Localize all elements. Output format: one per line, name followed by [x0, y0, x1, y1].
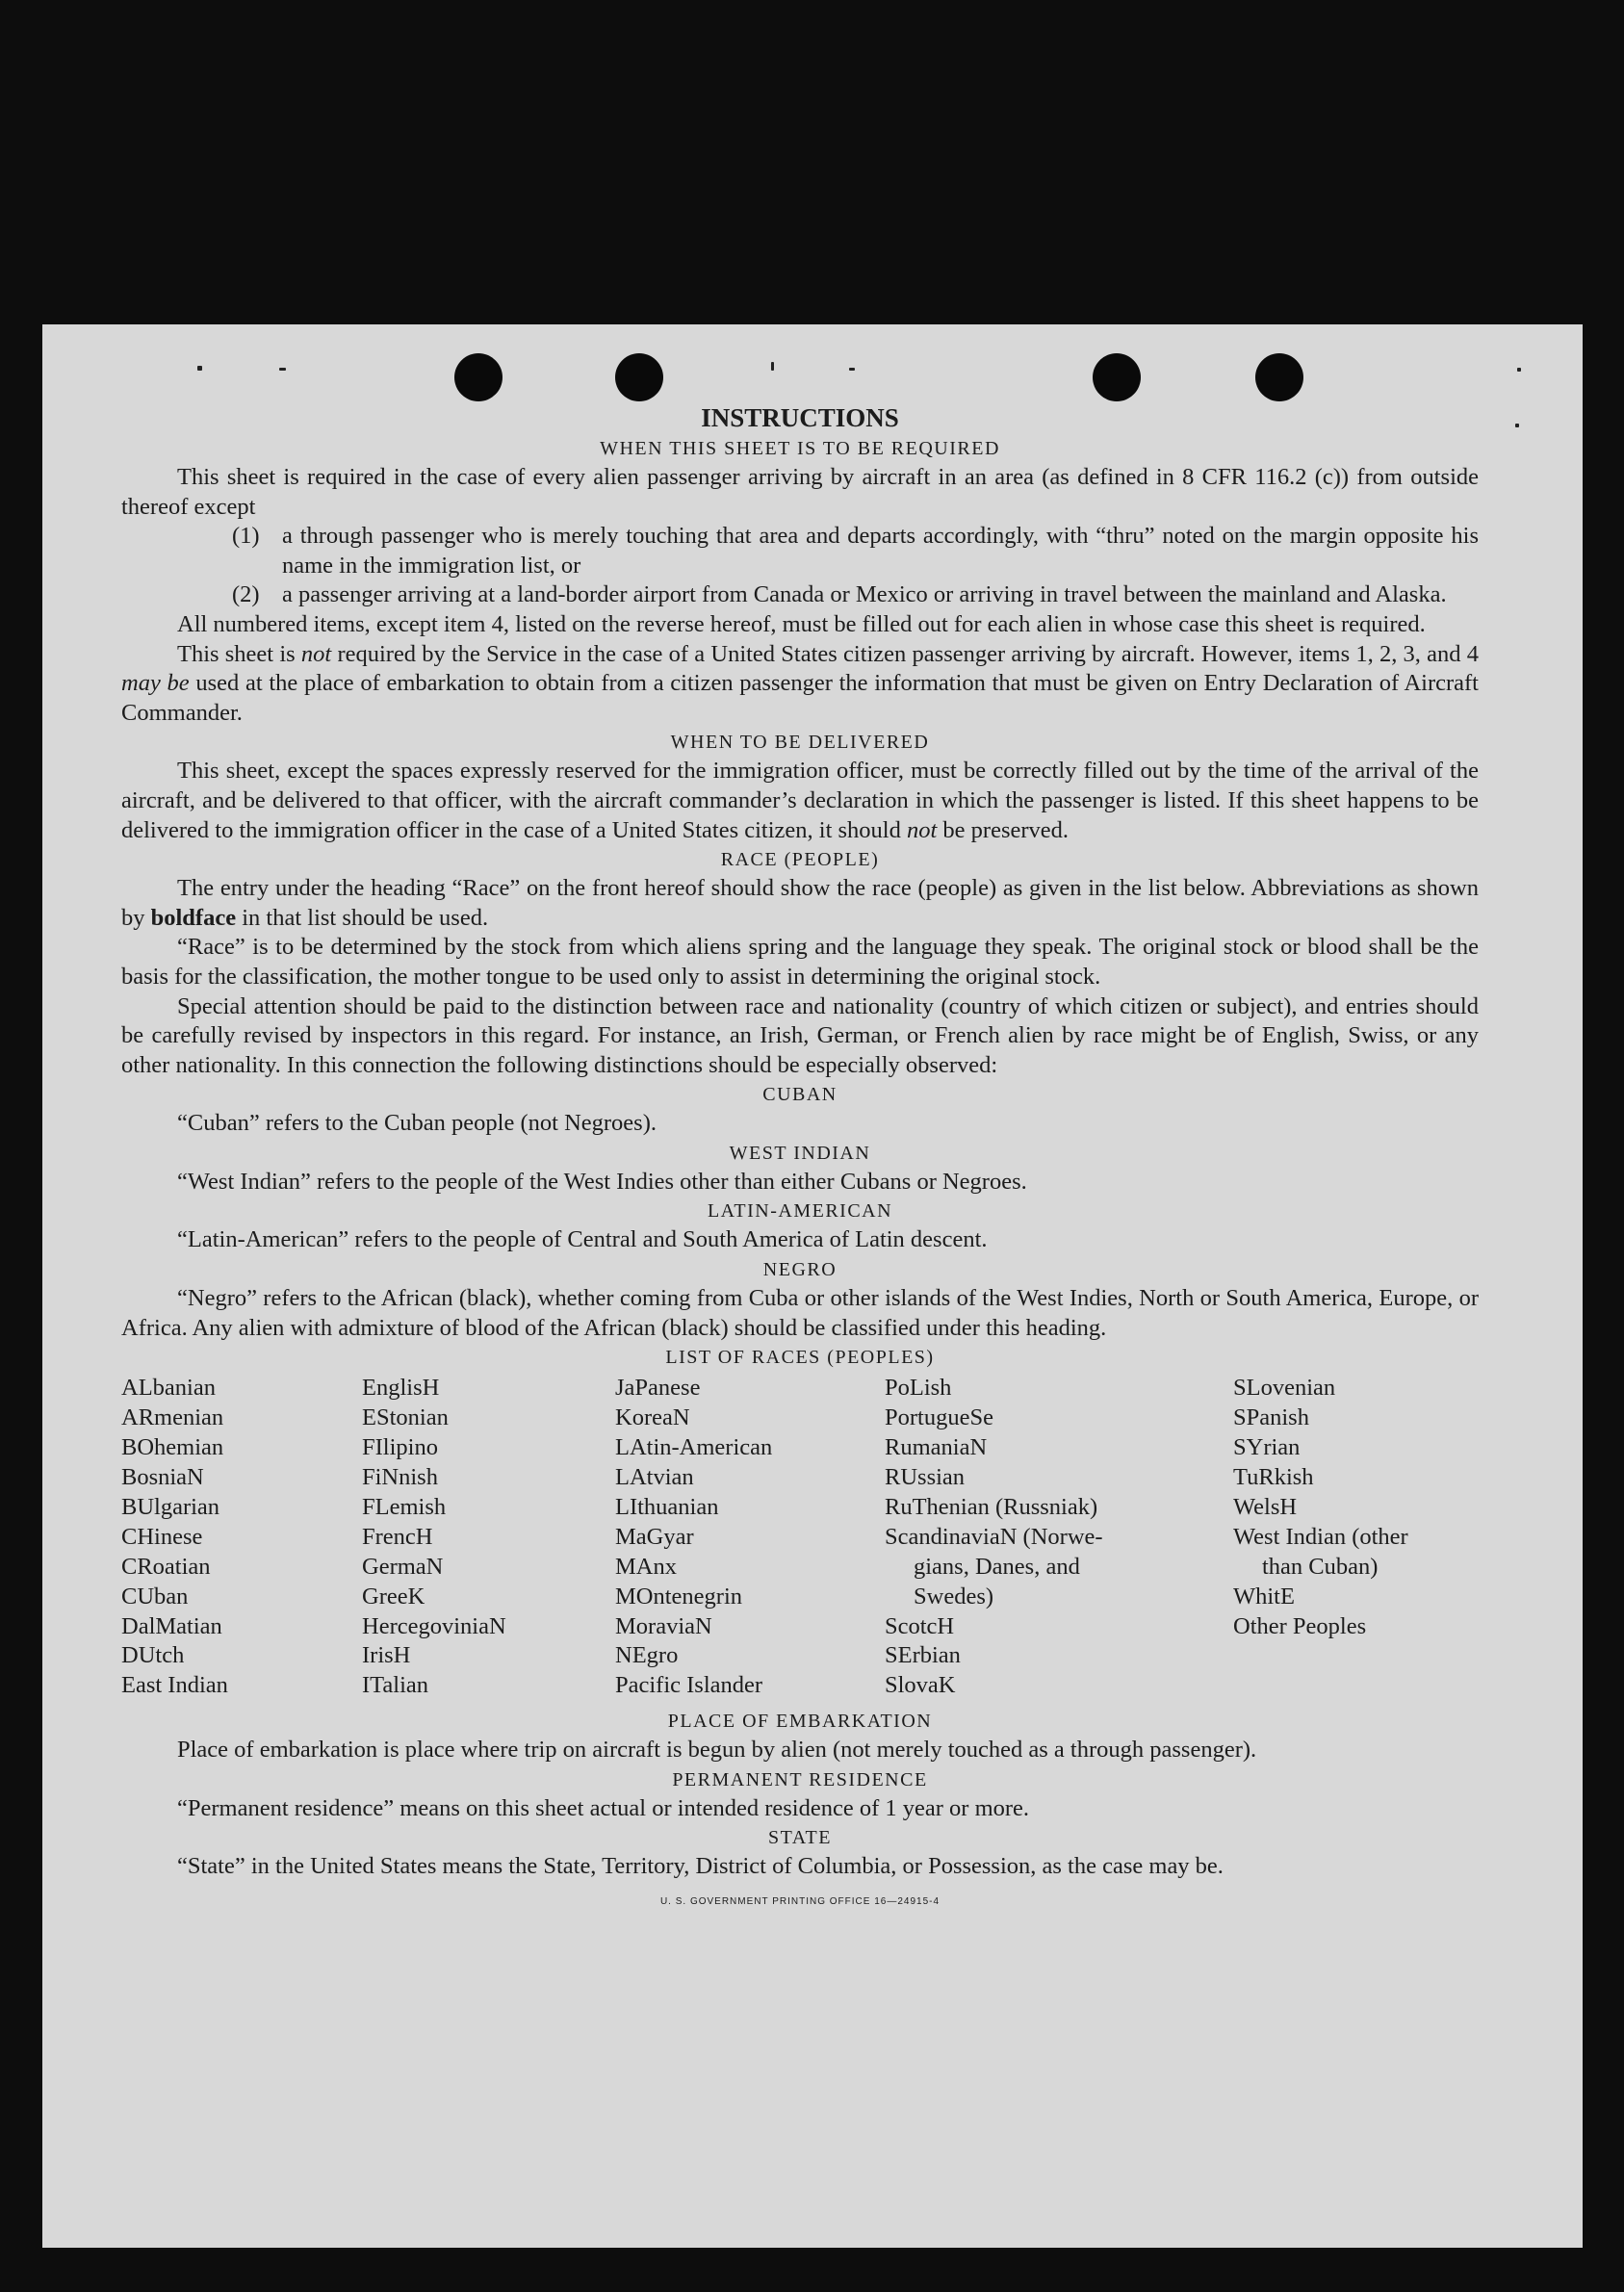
- races-column: [615, 1374, 885, 1701]
- heading-cuban: CUBAN: [762, 1084, 838, 1106]
- race-item: MAnx: [615, 1553, 677, 1580]
- race-item: FrencH: [362, 1523, 433, 1550]
- race-item: East Indian: [121, 1672, 228, 1699]
- race-item: WhitE: [1233, 1583, 1295, 1610]
- race-item: MOntenegrin: [615, 1583, 742, 1610]
- race-item: MoraviaN: [615, 1612, 712, 1639]
- race-item: LIthuanian: [615, 1493, 719, 1520]
- punch-hole: [615, 353, 663, 401]
- race-item: LAtvian: [615, 1463, 694, 1490]
- negro-paragraph: “Negro” refers to the African (black), whether coming from Cuba or other islands of the West Indies, North or South America, Europe, or Africa. Any alien with admixture of blood of the African (black) should be classified under this heading.: [121, 1285, 1479, 1341]
- heading-list-of-races: LIST OF RACES (PEOPLES): [665, 1347, 935, 1369]
- heading-race: RACE (PEOPLE): [720, 849, 880, 871]
- races-column: [121, 1374, 362, 1701]
- heading-negro: NEGRO: [762, 1259, 838, 1281]
- race-item: CRoatian: [121, 1553, 211, 1580]
- race-item: Pacific Islander: [615, 1672, 763, 1699]
- race-item: CHinese: [121, 1523, 203, 1550]
- race-item: ARmenian: [121, 1404, 224, 1431]
- intro-paragraph: This sheet is required in the case of every alien passenger arriving by aircraft in an area (as defined in 8 CFR 116.2 (c)) from outside thereof except: [121, 464, 1479, 520]
- race-item: than Cuban): [1262, 1553, 1379, 1580]
- state-paragraph: “State” in the United States means the State, Territory, District of Columbia, or Possession, as the case may be.: [177, 1853, 1224, 1880]
- race-item: MaGyar: [615, 1523, 694, 1550]
- west-indian-paragraph: “West Indian” refers to the people of the West Indies other than either Cubans or Negroes.: [177, 1168, 1027, 1195]
- race-item: IrisH: [362, 1642, 411, 1669]
- race-item: LAtin-American: [615, 1434, 773, 1461]
- race-item: gians, Danes, and: [914, 1553, 1080, 1580]
- speck: [771, 362, 774, 371]
- race-item: FIlipino: [362, 1434, 438, 1461]
- printer-imprint: U. S. GOVERNMENT PRINTING OFFICE 16—24915-4: [659, 1896, 941, 1907]
- race-item: NEgro: [615, 1642, 679, 1669]
- race-item: ALbanian: [121, 1375, 216, 1402]
- race-item: ScandinaviaN (Norwe-: [885, 1523, 1103, 1550]
- heading-state: STATE: [768, 1827, 832, 1849]
- race-item: FiNnish: [362, 1463, 438, 1490]
- punch-hole: [1255, 353, 1303, 401]
- race-item: Swedes): [914, 1583, 994, 1610]
- race-item: SLovenian: [1233, 1375, 1336, 1402]
- race-item: JaPanese: [615, 1375, 701, 1402]
- race-item: DUtch: [121, 1642, 185, 1669]
- race-item: Other Peoples: [1233, 1612, 1367, 1639]
- race-item: RuThenian (Russniak): [885, 1493, 1098, 1520]
- heading-west-indian: WEST INDIAN: [729, 1142, 871, 1164]
- heading-when-delivered: WHEN TO BE DELIVERED: [670, 732, 930, 754]
- race-item: EnglisH: [362, 1375, 440, 1402]
- race-item: KoreaN: [615, 1404, 690, 1431]
- race-item: RumaniaN: [885, 1434, 988, 1461]
- races-list: [121, 1374, 1479, 1701]
- citizen-paragraph: This sheet is not required by the Service in the case of a United States citizen passenger arriving by aircraft. However, items 1, 2, 3, and 4 may be used at the place of embarkation to obtain from a citizen passenger the information that must be given on Entry Declaration of Aircraft Commander.: [121, 640, 1479, 726]
- race-item: BOhemian: [121, 1434, 224, 1461]
- race-item: TuRkish: [1233, 1463, 1314, 1490]
- exception-item: (2) a passenger arriving at a land-border airport from Canada or Mexico or arriving in travel between the mainland and Alaska.: [232, 581, 1447, 608]
- heading-latin-american: LATIN-AMERICAN: [707, 1200, 893, 1223]
- cuban-paragraph: “Cuban” refers to the Cuban people (not Negroes).: [177, 1110, 657, 1137]
- race-item: PortugueSe: [885, 1404, 993, 1431]
- race-paragraph-1: The entry under the heading “Race” on the front hereof should show the race (people) as given in the list below. Abbreviations as shown by boldface in that list should be used.: [121, 875, 1479, 931]
- speck: [279, 368, 286, 371]
- race-item: GreeK: [362, 1583, 425, 1610]
- page-title: INSTRUCTIONS: [701, 403, 899, 432]
- heading-place-of-embarkation: PLACE OF EMBARKATION: [667, 1711, 933, 1733]
- latin-american-paragraph: “Latin-American” refers to the people of Central and South America of Latin descent.: [177, 1226, 988, 1253]
- race-item: SlovaK: [885, 1672, 956, 1699]
- speck: [197, 366, 202, 371]
- race-item: PoLish: [885, 1375, 952, 1402]
- exception-item: (1) a through passenger who is merely touching that area and departs accordingly, with “thru” noted on the margin opposite his name in the immigration list, or: [232, 523, 1479, 579]
- race-item: ScotcH: [885, 1612, 955, 1639]
- race-item: RUssian: [885, 1463, 966, 1490]
- race-item: DalMatian: [121, 1612, 222, 1639]
- speck: [1517, 368, 1521, 372]
- heading-when-required: WHEN THIS SHEET IS TO BE REQUIRED: [600, 438, 1000, 459]
- race-item: SYrian: [1233, 1434, 1301, 1461]
- race-item: SErbian: [885, 1642, 961, 1669]
- punch-hole: [454, 353, 503, 401]
- punch-hole: [1093, 353, 1141, 401]
- race-item: EStonian: [362, 1404, 449, 1431]
- race-paragraph-2: “Race” is to be determined by the stock from which aliens spring and the language they speak. The original stock or blood shall be the basis for the classification, the mother tongue to be used only to assist in determining the original stock.: [121, 934, 1479, 990]
- race-item: FLemish: [362, 1493, 447, 1520]
- race-item: CUban: [121, 1583, 189, 1610]
- heading-permanent-residence: PERMANENT RESIDENCE: [672, 1768, 928, 1790]
- race-paragraph-3: Special attention should be paid to the distinction between race and nationality (country of which citizen or subject), and entries should be carefully revised by inspectors in this regard. For instance, an Irish, German, or French alien by race might be of English, Swiss, or any other nationality. In this connection the following distinctions should be especially observed:: [121, 992, 1479, 1078]
- race-item: ITalian: [362, 1672, 429, 1699]
- race-item: SPanish: [1233, 1404, 1309, 1431]
- delivered-paragraph: This sheet, except the spaces expressly reserved for the immigration officer, must be correctly filled out by the time of the arrival of the aircraft, and be delivered to that officer, with the aircraft commander’s declaration in which the passenger is listed. If this sheet happens to be delivered to the immigration officer in the case of a United States citizen, it should not be preserved.: [121, 758, 1479, 843]
- numbered-items-paragraph: All numbered items, except item 4, listed on the reverse hereof, must be filled out for each alien in whose case this sheet is required.: [177, 610, 1426, 637]
- race-item: BosniaN: [121, 1463, 204, 1490]
- race-item: BUlgarian: [121, 1493, 220, 1520]
- instructions-content: [121, 401, 1479, 1918]
- speck: [1515, 424, 1519, 427]
- race-item: WelsH: [1233, 1493, 1298, 1520]
- race-item: West Indian (other: [1233, 1523, 1408, 1550]
- speck: [849, 368, 855, 371]
- races-column: [1233, 1374, 1479, 1701]
- embarkation-paragraph: Place of embarkation is place where trip on aircraft is begun by alien (not merely touched as a through passenger).: [177, 1737, 1257, 1764]
- race-item: HercegoviniaN: [362, 1612, 506, 1639]
- races-column: [362, 1374, 615, 1701]
- residence-paragraph: “Permanent residence” means on this sheet actual or intended residence of 1 year or more.: [177, 1794, 1030, 1821]
- races-column: [885, 1374, 1233, 1701]
- document-sheet: [42, 324, 1583, 2248]
- race-item: GermaN: [362, 1553, 444, 1580]
